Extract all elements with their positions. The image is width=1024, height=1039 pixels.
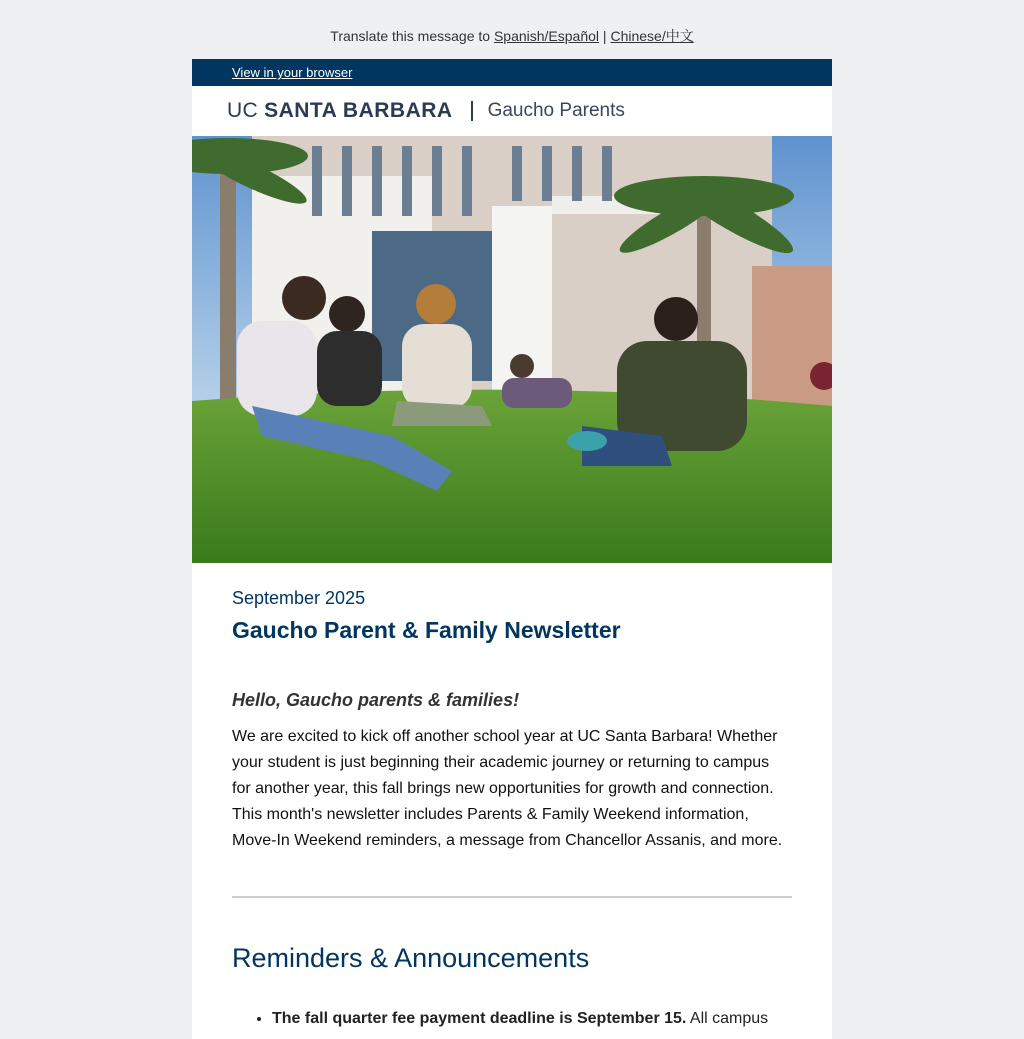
view-in-browser-link[interactable]: View in your browser: [232, 65, 353, 80]
reminders-heading: Reminders & Announcements: [232, 943, 590, 973]
campus-photo-icon: [192, 136, 832, 563]
section-divider: [232, 896, 792, 898]
translate-bar: [0, 26, 1024, 46]
spanish-translation-link[interactable]: Spanish/Español: [493, 28, 600, 44]
newsletter-title: Gaucho Parent & Family Newsletter: [232, 617, 621, 643]
email-body: [192, 59, 832, 1039]
logo-unit-name: Gaucho Parents: [487, 100, 625, 121]
newsletter-content: [192, 588, 832, 1028]
top-bar: [192, 59, 832, 86]
brand-header: [192, 86, 832, 136]
logo-uc: UC: [227, 99, 258, 122]
list-item-text: All campus: [686, 1010, 769, 1027]
logo-santa-barbara: SANTA BARBARA: [264, 99, 453, 122]
list-item: [272, 1010, 792, 1028]
hero-image: [192, 136, 832, 563]
list-item-bold: The fall quarter fee payment deadline is September 15.: [272, 1010, 687, 1027]
logo-divider: [471, 101, 473, 121]
translate-separator: |: [599, 28, 611, 44]
reminders-list: [232, 1010, 792, 1028]
intro-paragraph: We are excited to kick off another school year at UC Santa Barbara! Whether your student is just beginning their academic journey or returning to campus for another year, this fall brings new opportunities for growth and connection. This month's newsletter includes Parents & Family Weekend information, Move-In Weekend reminders, a message from Chancellor Assanis, and more.: [232, 728, 783, 849]
translate-prefix: Translate this message to: [330, 28, 494, 44]
chinese-translation-link[interactable]: Chinese/中文: [610, 28, 694, 44]
newsletter-date: September 2025: [232, 588, 366, 608]
greeting: Hello, Gaucho parents & families!: [232, 690, 520, 710]
ucsb-logo[interactable]: [227, 99, 453, 123]
